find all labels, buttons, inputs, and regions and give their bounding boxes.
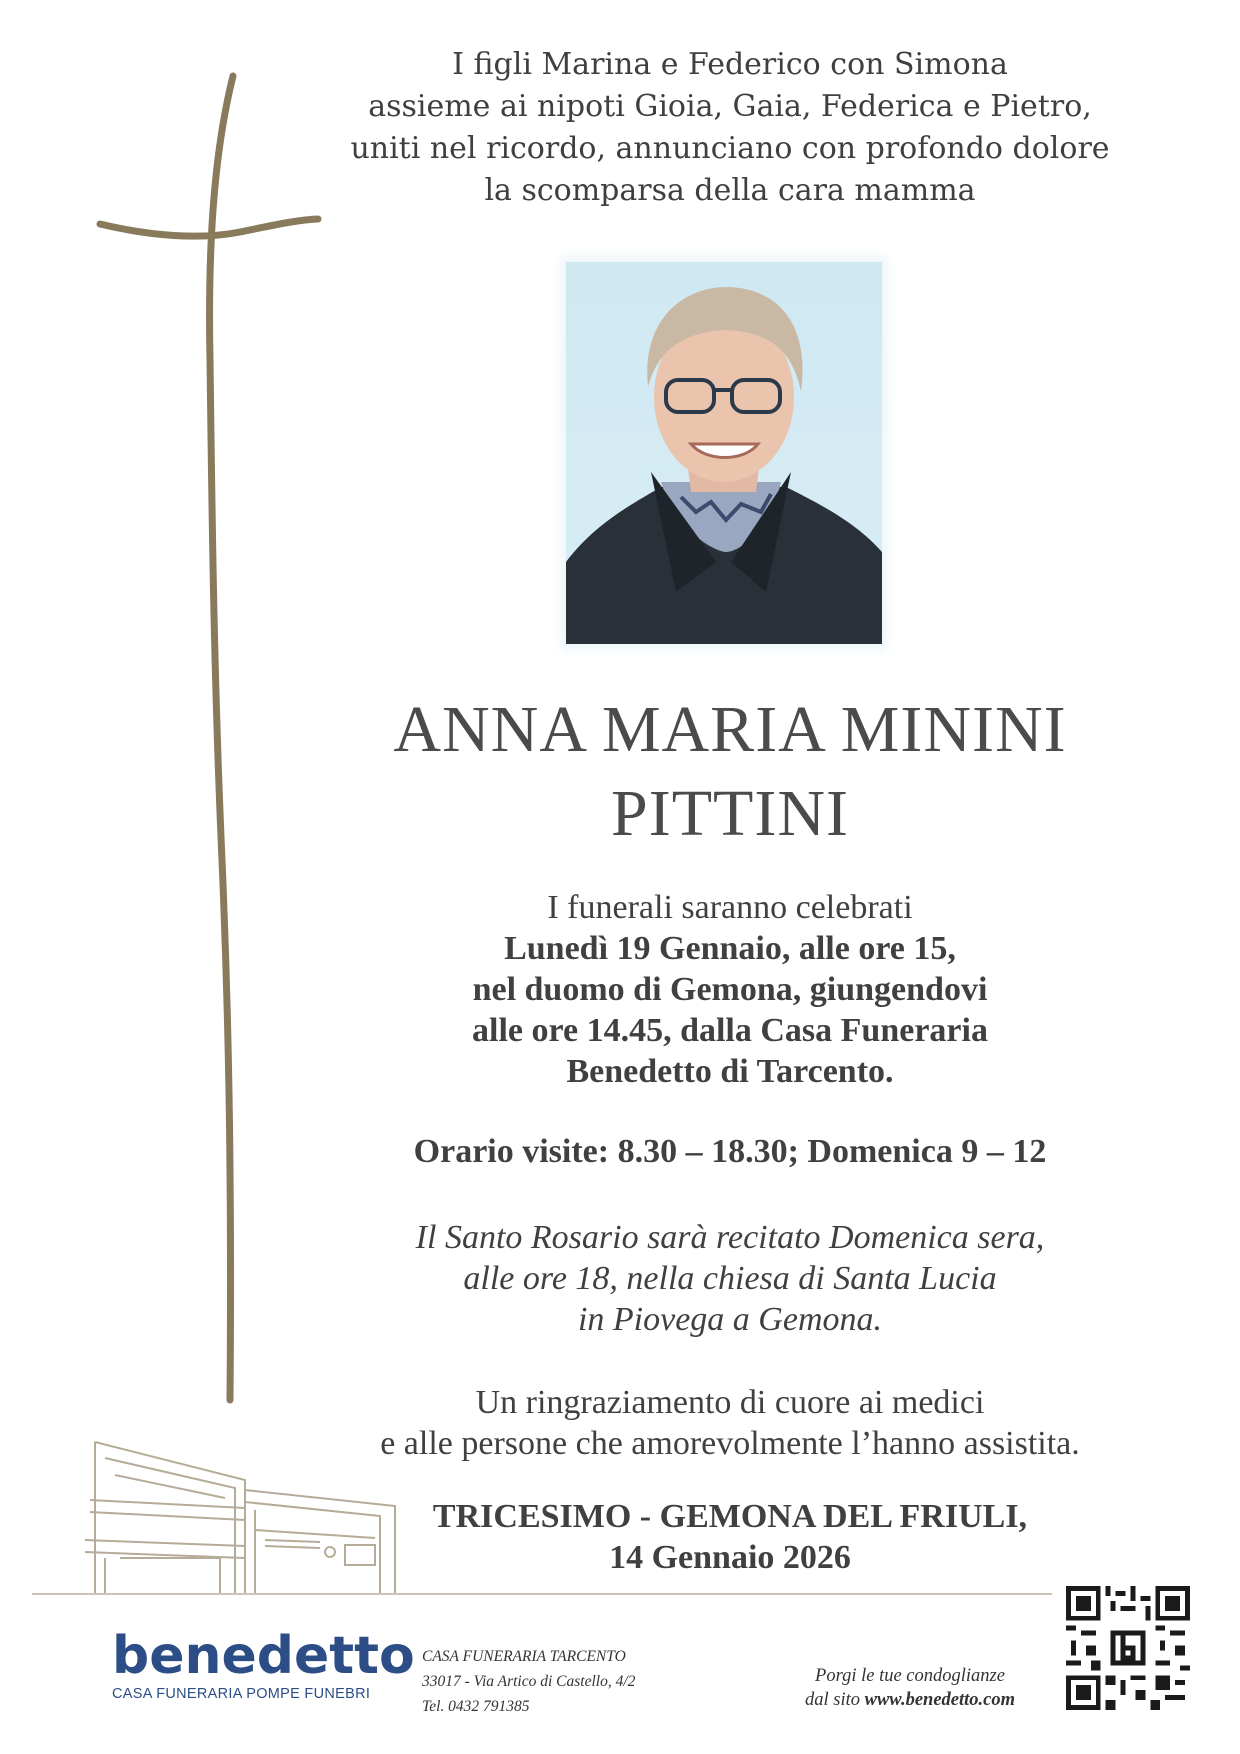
portrait-photo (566, 262, 882, 644)
condolences-line (760, 1688, 1060, 1712)
visiting-hours: Orario visite: 8.30 – 18.30; Domenica 9 – 12 (413, 1133, 1047, 1170)
thanks-line: e alle persone che amorevolmente l’hanno assistita. (380, 1425, 1080, 1462)
thanks-text (300, 1382, 1160, 1464)
rosary-line: in Piovega a Gemona. (577, 1301, 883, 1338)
thanks-line: Un ringraziamento di cuore ai medici (475, 1384, 985, 1421)
condolences-note (760, 1664, 1060, 1712)
condolences-prefix: dal sito (804, 1690, 865, 1710)
funeral-line: Lunedì 19 Gennaio, alle ore 15, (504, 930, 956, 967)
funeral-info (300, 887, 1160, 1092)
intro-line: assieme ai nipoti Gioia, Gaia, Federica e Pietro, (368, 89, 1092, 124)
funeral-line: alle ore 14.45, dalla Casa Funeraria (472, 1012, 988, 1049)
office-address: 33017 - Via Artico di Castello, 4/2 (422, 1673, 636, 1690)
office-phone: Tel. 0432 791385 (422, 1698, 530, 1715)
funeral-line: Benedetto di Tarcento. (566, 1053, 894, 1090)
funeral-line: nel duomo di Gemona, giungendovi (472, 971, 988, 1008)
rosary-line: Il Santo Rosario sarà recitato Domenica sera, (415, 1219, 1045, 1256)
name-line: ANNA MARIA MININI (393, 693, 1067, 766)
rosary-line: alle ore 18, nella chiesa di Santa Lucia (463, 1260, 997, 1297)
benedetto-logo (112, 1626, 415, 1702)
office-info (422, 1644, 635, 1719)
rosary-info (300, 1217, 1160, 1340)
qr-code-icon[interactable] (1066, 1586, 1190, 1710)
place-line: TRICESIMO - GEMONA DEL FRIULI, (432, 1498, 1028, 1535)
intro-line: la scomparsa della cara mamma (484, 173, 976, 208)
logo-subtitle: CASA FUNERARIA POMPE FUNEBRI (112, 1686, 371, 1702)
place-date (300, 1496, 1160, 1578)
office-name: CASA FUNERARIA TARCENTO (422, 1648, 626, 1665)
intro-line: I figli Marina e Federico con Simona (452, 47, 1008, 82)
footer-divider (32, 1593, 1052, 1595)
building-icon (30, 1440, 410, 1600)
condolences-line: Porgi le tue condoglianze (815, 1666, 1005, 1686)
date-line: 14 Gennaio 2026 (609, 1539, 851, 1576)
website-link[interactable]: www.benedetto.com (864, 1690, 1015, 1710)
funeral-line: I funerali saranno celebrati (547, 889, 913, 926)
name-line: PITTINI (611, 777, 849, 850)
intro-line: uniti nel ricordo, annunciano con profondo dolore (350, 131, 1110, 166)
intro-text (300, 44, 1160, 212)
logo-wordmark: benedetto (112, 1626, 415, 1686)
cross-icon (0, 0, 340, 1420)
deceased-name (300, 688, 1160, 856)
